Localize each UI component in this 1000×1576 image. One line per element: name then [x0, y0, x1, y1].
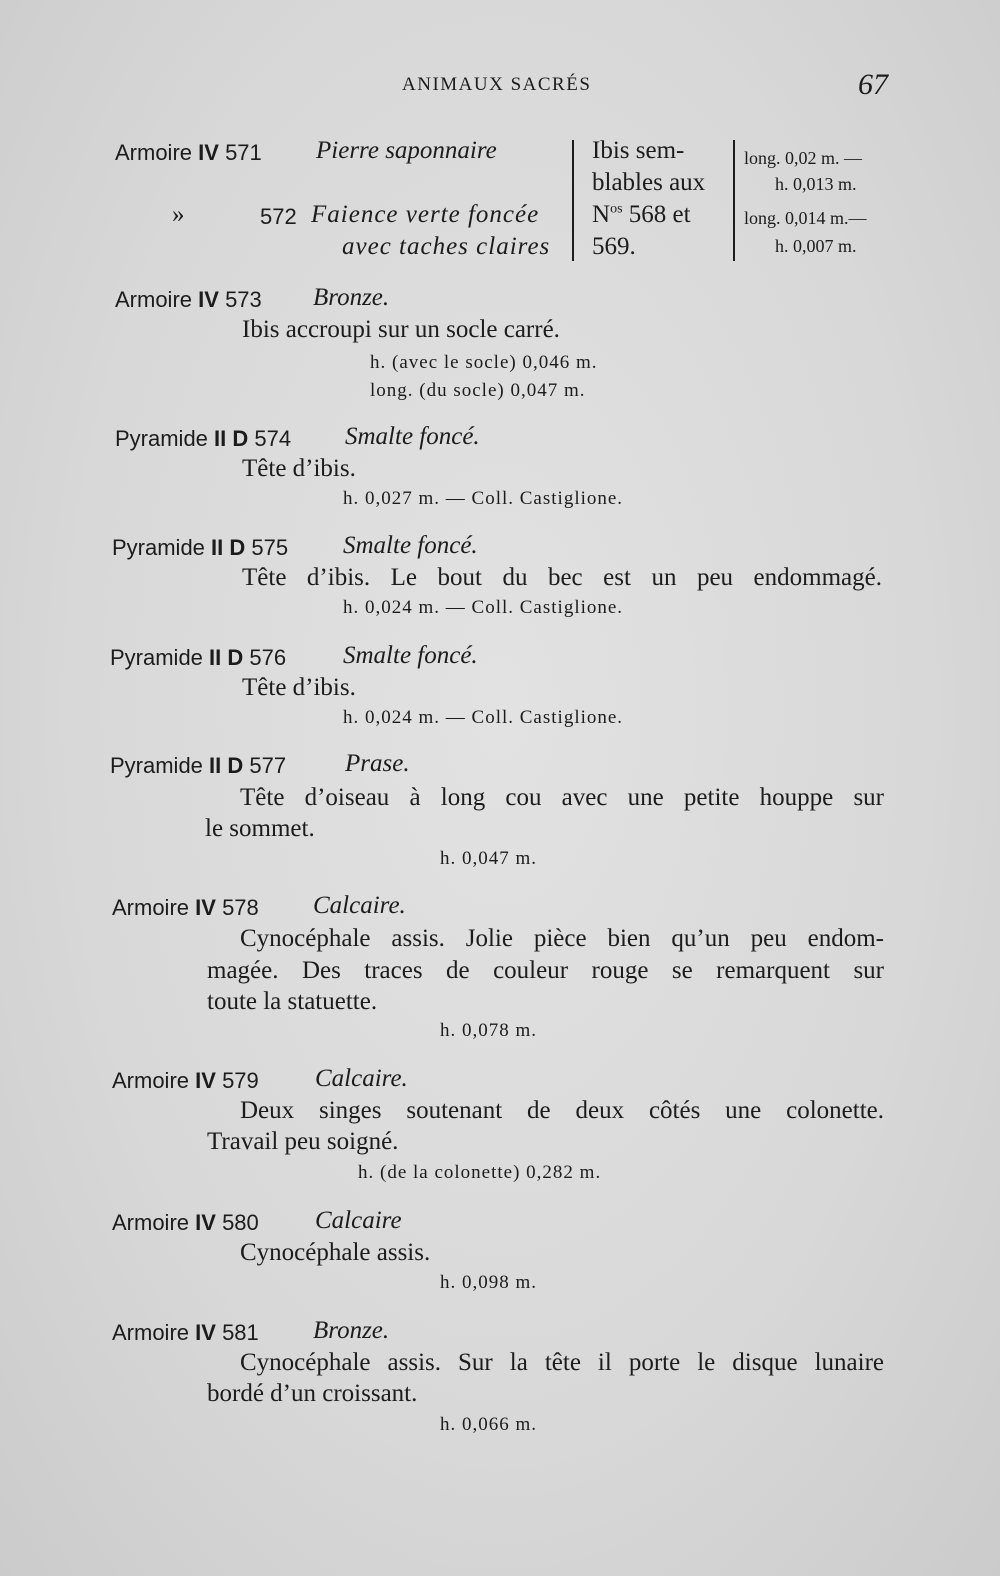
- entry-description-line: Tête d’ibis.: [242, 455, 356, 482]
- entry-description-line: Cynocéphale assis. Jolie pièce bien qu’un peu endom-: [240, 925, 884, 952]
- case-label: II D: [209, 645, 244, 670]
- entry-description-line: Tête d’oiseau à long cou avec une petite houppe sur: [240, 784, 884, 811]
- dim-571-long: long. 0,02 m. —: [744, 148, 863, 168]
- dim-571-h: h. 0,013 m.: [775, 174, 857, 194]
- entry-location: [112, 1210, 259, 1236]
- entry-description-line: Travail peu soigné.: [207, 1128, 399, 1155]
- entry-location: [112, 1068, 259, 1094]
- number-abbrev: N: [592, 201, 611, 228]
- case-label: II D: [209, 753, 244, 778]
- catalog-number: 574: [254, 426, 292, 451]
- page-number: 67: [858, 68, 888, 101]
- entry-location: [110, 645, 286, 671]
- running-title: ANIMAUX SACRÉS: [402, 74, 592, 95]
- number-abbrev-sup: os: [610, 201, 623, 217]
- entry-material: Prase.: [345, 750, 410, 777]
- ditto-mark: »: [172, 201, 185, 228]
- entry-location: [112, 895, 259, 921]
- entry-location: [112, 535, 288, 561]
- case-label: IV: [195, 1320, 216, 1345]
- entry-measure: h. (avec le socle) 0,046 m.: [370, 352, 598, 373]
- catalog-number: 576: [249, 645, 287, 670]
- entry-description-line: Cynocéphale assis. Sur la tête il porte le disque lunaire: [240, 1349, 884, 1376]
- location-label: Armoire: [112, 1320, 190, 1345]
- entry-description-line: toute la statuette.: [207, 988, 378, 1015]
- entry-location: [112, 1320, 259, 1346]
- location-label: Armoire: [112, 1210, 190, 1235]
- entry-572-material-line2: avec taches claires: [342, 233, 551, 260]
- entry-571-location: [115, 140, 262, 166]
- entry-description-line: le sommet.: [205, 815, 315, 842]
- entry-572-material-line1: Faience verte foncée: [311, 201, 540, 228]
- catalog-number: 571: [225, 140, 262, 165]
- case-label: IV: [195, 1210, 216, 1235]
- catalog-number: 578: [222, 895, 259, 920]
- right-brace: [733, 140, 741, 261]
- catalog-number: 579: [222, 1068, 259, 1093]
- entry-material: Smalte foncé.: [343, 642, 478, 669]
- entry-measure: h. 0,047 m.: [440, 848, 538, 869]
- catalog-number: 575: [251, 535, 289, 560]
- entry-material: Smalte foncé.: [345, 423, 480, 450]
- location-label: Armoire: [112, 1068, 190, 1093]
- location-label: Pyramide: [110, 753, 203, 778]
- catalog-number: 577: [249, 753, 287, 778]
- catalog-number: 573: [225, 287, 262, 312]
- case-label: II D: [211, 535, 246, 560]
- case-label: IV: [198, 287, 219, 312]
- entry-location: [115, 426, 291, 452]
- entry-description-line: Tête d’ibis. Le bout du bec est un peu endommagé.: [242, 564, 882, 591]
- case-label: IV: [195, 895, 216, 920]
- entry-measure: long. (du socle) 0,047 m.: [370, 380, 586, 401]
- location-label: Armoire: [112, 895, 190, 920]
- dim-572-h: h. 0,007 m.: [775, 236, 857, 256]
- referenced-numbers: 568 et: [628, 201, 691, 228]
- entry-description-line: Deux singes soutenant de deux côtés une colonette.: [240, 1097, 884, 1124]
- dim-572-long: long. 0,014 m.—: [744, 208, 867, 228]
- entry-material: Smalte foncé.: [343, 532, 478, 559]
- entry-572-number: 572: [260, 204, 297, 229]
- entry-material: Bronze.: [313, 284, 390, 311]
- entry-description-line: bordé d’un croissant.: [207, 1380, 418, 1407]
- case-label: IV: [198, 140, 219, 165]
- case-label: II D: [214, 426, 249, 451]
- entry-description-line: Ibis accroupi sur un socle carré.: [242, 316, 560, 343]
- location-label: Pyramide: [110, 645, 203, 670]
- entry-description-line: magée. Des traces de couleur rouge se remarquent sur: [207, 957, 884, 984]
- location-label: Armoire: [115, 287, 193, 312]
- left-brace: [566, 140, 574, 261]
- entry-measure: h. 0,078 m.: [440, 1020, 538, 1041]
- entry-measure: h. 0,098 m.: [440, 1272, 538, 1293]
- entry-material: Bronze.: [313, 1317, 390, 1344]
- catalog-number: 581: [222, 1320, 259, 1345]
- shared-desc-line3: [592, 201, 691, 229]
- entry-measure: h. 0,027 m. — Coll. Castiglione.: [343, 488, 624, 509]
- shared-desc-line2: blables aux: [592, 169, 706, 196]
- entry-571-material: Pierre saponnaire: [316, 137, 497, 164]
- entry-location: [115, 287, 262, 313]
- location-label: Pyramide: [112, 535, 205, 560]
- entry-material: Calcaire.: [315, 1065, 408, 1092]
- entry-measure: h. 0,024 m. — Coll. Castiglione.: [343, 597, 624, 618]
- catalog-number: 580: [222, 1210, 259, 1235]
- location-label: Pyramide: [115, 426, 208, 451]
- shared-desc-line1: Ibis sem-: [592, 137, 685, 164]
- case-label: IV: [195, 1068, 216, 1093]
- location-label: Armoire: [115, 140, 193, 165]
- entry-description-line: Cynocéphale assis.: [240, 1239, 431, 1266]
- entry-material: Calcaire: [315, 1207, 402, 1234]
- entry-measure: h. (de la colonette) 0,282 m.: [358, 1162, 602, 1183]
- shared-desc-line4: 569.: [592, 233, 636, 260]
- entry-measure: h. 0,066 m.: [440, 1414, 538, 1435]
- entry-measure: h. 0,024 m. — Coll. Castiglione.: [343, 707, 624, 728]
- entry-material: Calcaire.: [313, 892, 406, 919]
- entry-description-line: Tête d’ibis.: [242, 674, 356, 701]
- entry-location: [110, 753, 286, 779]
